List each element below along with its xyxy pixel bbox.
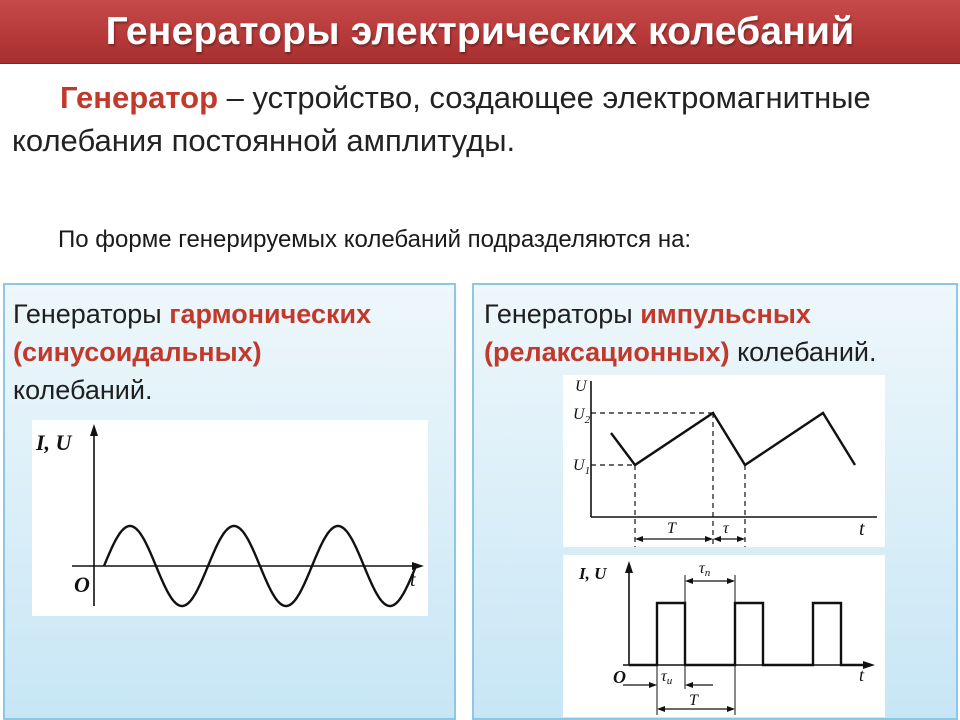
- pulse-tp-arrow-right: [727, 578, 735, 584]
- pulse-ti-arrow-right: [685, 682, 693, 688]
- pulse-period-arrow-right: [727, 706, 735, 712]
- pulse-origin-label: O: [613, 667, 626, 687]
- harmonic-highlight: гармонических: [169, 299, 372, 329]
- pulse-width-label: τи: [661, 668, 673, 687]
- harmonic-panel-text: [13, 295, 453, 409]
- saw-u1-label: $U_1$: [573, 457, 591, 477]
- pulse-suffix: колебаний.: [729, 337, 877, 367]
- pulse-period-arrow-left: [657, 706, 665, 712]
- harmonic-prefix: Генераторы: [13, 299, 170, 329]
- pulse-prefix: Генераторы: [484, 299, 641, 329]
- pulse-tp-arrow-left: [685, 578, 693, 584]
- saw-period-tau-label: τ: [723, 520, 729, 537]
- pulse-pause-label: τп: [699, 560, 711, 579]
- sinusoidal-highlight: (синусоидальных): [13, 337, 262, 367]
- pulse-y-label: I, U: [579, 564, 607, 583]
- pulse-panel-text: [484, 295, 954, 371]
- pulse-svg: [563, 555, 885, 717]
- saw-period-t-label: T: [667, 520, 676, 537]
- saw-period-t-arrow-left: [635, 536, 643, 542]
- saw-period-tau-arrow-right: [737, 536, 745, 542]
- sine-wave-svg: [32, 420, 428, 616]
- harmonic-suffix: колебаний.: [13, 375, 153, 405]
- definition-text: – устройство, создающее электромагнитные колебания постоянной амплитуды.: [12, 80, 871, 158]
- sawtooth-figure: [563, 375, 885, 547]
- title-bar: [0, 0, 960, 64]
- classification-intro: По форме генерируемых колебаний подразделяются на:: [58, 226, 692, 253]
- pulse-x-axis-arrow: [863, 661, 875, 669]
- sine-x-label: t: [410, 569, 416, 591]
- saw-u2-label: $U_2$: [573, 406, 591, 426]
- saw-x-label: t: [859, 518, 865, 540]
- saw-period-t-arrow-right: [705, 536, 713, 542]
- saw-period-tau-arrow-left: [713, 536, 721, 542]
- pulse-curve: [629, 603, 863, 665]
- page-title: Генераторы электрических колебаний: [105, 10, 855, 53]
- sine-y-axis-arrow: [90, 424, 98, 436]
- pulse-period-label: T: [689, 692, 698, 709]
- sawtooth-curve: [611, 413, 855, 465]
- pulse-figure: [563, 555, 885, 717]
- sine-origin-label: O: [74, 572, 90, 597]
- pulse-highlight: импульсных: [640, 299, 811, 329]
- sine-wave-figure: [32, 420, 428, 616]
- pulse-x-label: t: [859, 665, 865, 685]
- sine-y-label: I, U: [36, 430, 72, 455]
- pulse-ti-arrow-left: [649, 682, 657, 688]
- definition-term: Генератор: [60, 80, 219, 115]
- pulse-y-axis-arrow: [625, 561, 633, 573]
- definition-paragraph: [12, 76, 942, 162]
- relaxation-highlight: (релаксационных): [484, 337, 730, 367]
- sawtooth-svg: [563, 375, 885, 547]
- saw-y-label: U: [575, 378, 587, 395]
